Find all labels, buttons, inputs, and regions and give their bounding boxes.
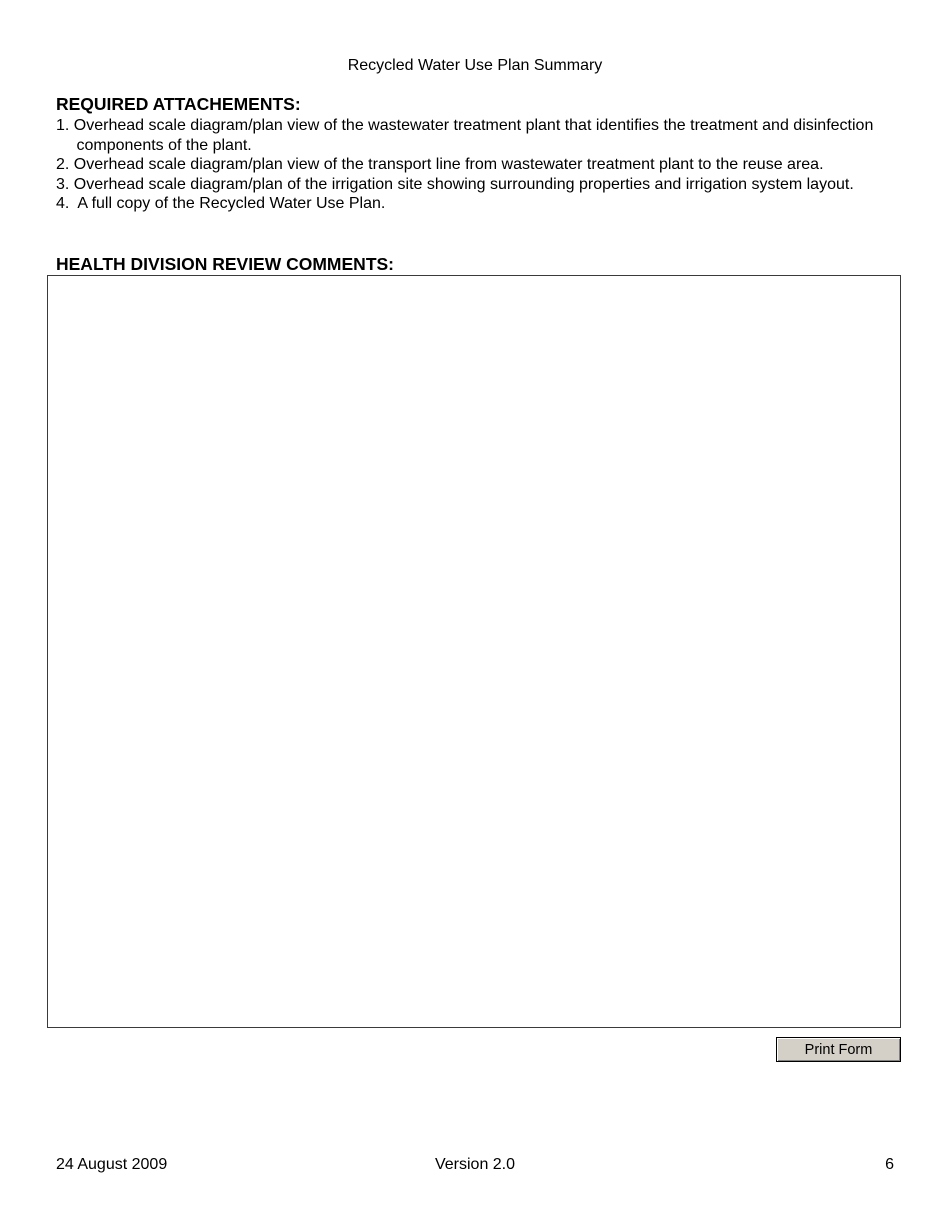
attachments-list: [56, 116, 906, 214]
attachment-item-4: 4. A full copy of the Recycled Water Use Plan.: [56, 195, 386, 212]
footer-page-number: 6: [885, 1156, 894, 1173]
print-form-button[interactable]: Print Form: [776, 1037, 901, 1062]
footer-date: 24 August 2009: [56, 1156, 168, 1173]
attachment-item-2: 2. Overhead scale diagram/plan view of the transport line from wastewater treatment plant to the reuse area.: [56, 156, 824, 173]
review-comments-heading: HEALTH DIVISION REVIEW COMMENTS:: [56, 254, 395, 274]
attachments-heading: REQUIRED ATTACHEMENTS:: [56, 94, 301, 114]
attachment-item-1: 1. Overhead scale diagram/plan view of the wastewater treatment plant that identifies the treatment and disinfection components of the plant.: [56, 117, 874, 154]
review-comments-field[interactable]: [47, 275, 901, 1028]
attachment-item-3: 3. Overhead scale diagram/plan of the irrigation site showing surrounding properties and irrigation system layout.: [56, 175, 854, 193]
footer-version: Version 2.0: [434, 1156, 516, 1173]
page-title: Recycled Water Use Plan Summary: [347, 57, 603, 74]
